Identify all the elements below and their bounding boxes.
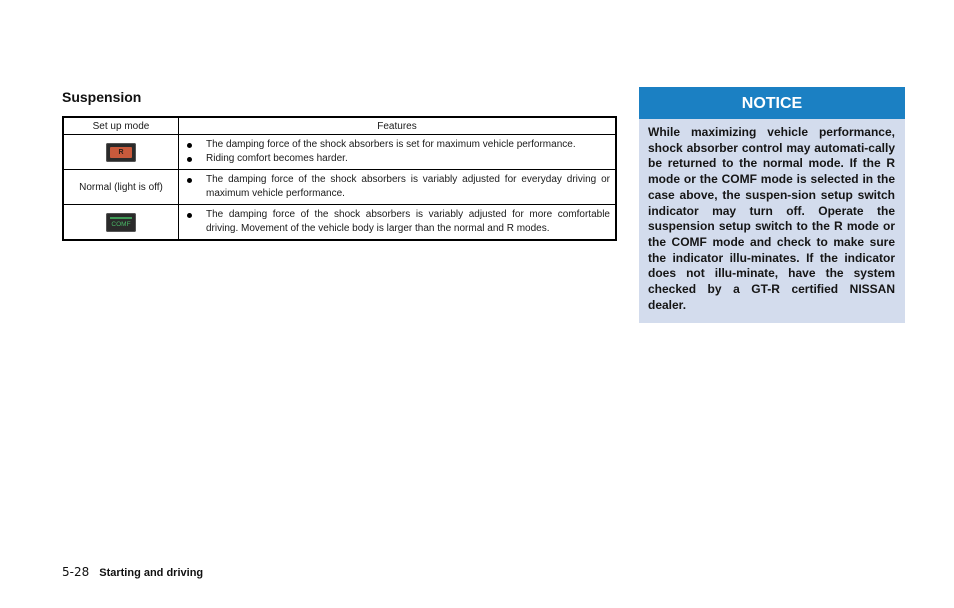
r-mode-indicator-icon bbox=[106, 143, 136, 162]
r-indicator-label: R bbox=[110, 147, 132, 158]
bullet-icon bbox=[187, 157, 192, 162]
feature-text: The damping force of the shock absorbers is set for maximum vehicle performance. bbox=[206, 139, 576, 150]
page-number: 5-28 bbox=[62, 565, 90, 579]
section-title: Suspension bbox=[62, 89, 142, 105]
table-row bbox=[63, 135, 616, 170]
header-set-up-mode: Set up mode bbox=[63, 117, 179, 135]
header-features: Features bbox=[179, 117, 617, 135]
feature-text: The damping force of the shock absorbers is variably adjusted for everyday driving or maximum vehicle performance. bbox=[206, 174, 610, 199]
feature-item bbox=[184, 138, 610, 152]
notice-body: While maximizing vehicle performance, shock absorber control may automati-cally be returned to the normal mode. If the R mode or the COMF mode is selected in the case above, the suspen-sion setup switch indicator may turn off. Operate the suspension setup switch to the R mode or the COMF mode and check to make sure the indicator illu-minates. If the indicator does not illu-minate, have the system checked by a GT-R certified NISSAN dealer. bbox=[648, 125, 895, 312]
feature-text: The damping force of the shock absorbers is variably adjusted for more comfortable driving. Movement of the vehicle body is larger than the normal and R modes. bbox=[206, 209, 610, 234]
notice-box bbox=[639, 87, 905, 323]
mode-cell-r bbox=[63, 135, 179, 170]
feature-item bbox=[184, 152, 610, 166]
comf-indicator-bar bbox=[110, 217, 132, 219]
mode-cell-normal: Normal (light is off) bbox=[63, 170, 179, 205]
features-cell bbox=[179, 205, 617, 241]
table-row bbox=[63, 205, 616, 241]
page-footer bbox=[62, 565, 203, 579]
bullet-icon bbox=[187, 178, 192, 183]
chapter-title: Starting and driving bbox=[99, 567, 204, 579]
features-cell bbox=[179, 170, 617, 205]
bullet-icon bbox=[187, 143, 192, 148]
table-row bbox=[63, 170, 616, 205]
suspension-mode-table bbox=[62, 116, 617, 241]
bullet-icon bbox=[187, 213, 192, 218]
comf-mode-indicator-icon bbox=[106, 213, 136, 232]
feature-item bbox=[184, 208, 610, 236]
feature-text: Riding comfort becomes harder. bbox=[206, 153, 348, 164]
notice-title: NOTICE bbox=[639, 87, 905, 119]
feature-item bbox=[184, 173, 610, 201]
features-cell bbox=[179, 135, 617, 170]
mode-cell-comf bbox=[63, 205, 179, 241]
comf-indicator-label: COMF bbox=[111, 220, 131, 228]
table-header-row bbox=[63, 117, 616, 135]
